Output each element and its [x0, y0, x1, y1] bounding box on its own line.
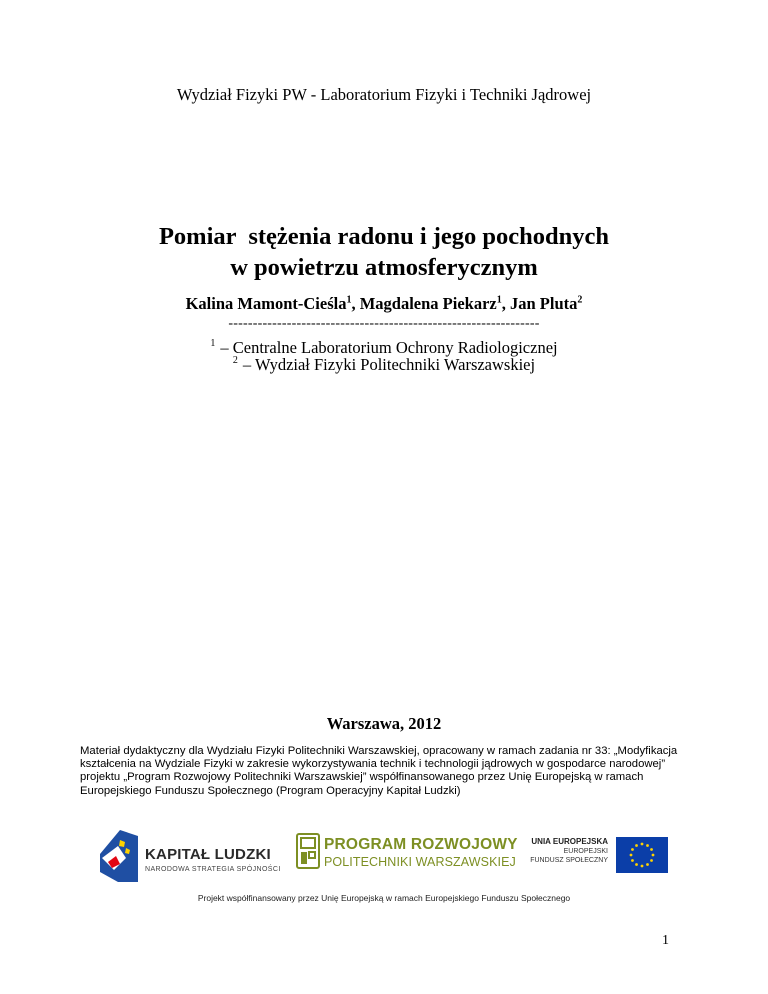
eu-star-icon	[641, 865, 644, 868]
eu-star-icon	[650, 848, 653, 851]
unia-europejska-line-2: EUROPEJSKI	[563, 848, 608, 855]
eu-star-icon	[641, 843, 644, 846]
kapital-ludzki-icon	[98, 828, 140, 884]
author-name: Magdalena Piekarz	[359, 294, 497, 313]
author-name: Jan Pluta	[510, 294, 578, 313]
eu-star-icon	[635, 863, 638, 866]
program-rozwojowy-subtitle: POLITECHNIKI WARSZAWSKIEJ	[324, 855, 516, 869]
unia-europejska-line-3: FUNDUSZ SPOŁECZNY	[530, 857, 608, 864]
document-header: Wydział Fizyki PW - Laboratorium Fizyki i Techniki Jądrowej	[176, 85, 592, 104]
eu-star-icon	[630, 854, 633, 857]
pw-logo-icon	[296, 833, 320, 869]
funding-note: Materiał dydaktyczny dla Wydziału Fizyki Politechniki Warszawskiej, opracowany w ramach zadania nr 33: „Modyfikacja kształcenia na Wydziale Fizyki w zakresie wykorzystywania technik i technologii jądrowych w gospodarce narodowej” projektu „Program Rozwojowy Politechniki Warszawskiej” współfinansowanego przez Unię Europejską w ramach Europejskiego Funduszu Społecznego (Program Operacyjny Kapitał Ludzki)	[80, 745, 678, 797]
place-and-year: Warszawa, 2012	[326, 714, 442, 733]
kapital-ludzki-title: KAPITAŁ LUDZKI	[145, 846, 271, 863]
affiliation-divider: ----------------------------------------------------------------	[228, 316, 540, 331]
author-affiliation-marker: 2	[577, 294, 583, 306]
author-separator: ,	[501, 294, 510, 313]
eu-flag-icon	[616, 837, 668, 873]
kapital-ludzki-subtitle: NARODOWA STRATEGIA SPÓJNOŚCI	[145, 866, 281, 873]
affiliation-number: 2	[232, 355, 238, 366]
eu-star-icon	[652, 854, 655, 857]
affiliation-number: 1	[210, 338, 216, 349]
unia-europejska-logo	[530, 837, 668, 877]
eu-star-icon	[646, 844, 649, 847]
title-line-2: w powietrzu atmosferycznym	[230, 254, 538, 281]
affiliation-2	[0, 355, 768, 375]
program-rozwojowy-title: PROGRAM ROZWOJOWY	[324, 836, 518, 853]
title-line-1: Pomiar stężenia radonu i jego pochodnych	[158, 223, 610, 250]
program-rozwojowy-logo	[296, 831, 518, 881]
page-number: 1	[662, 933, 669, 948]
eu-star-icon	[631, 848, 634, 851]
unia-europejska-text	[530, 837, 608, 865]
project-cofinancing-line: Projekt współfinansowany przez Unię Europejską w ramach Europejskiego Funduszu Społecznego	[197, 893, 571, 903]
document-title	[0, 221, 768, 283]
author-affiliation-marker: 1	[496, 294, 502, 306]
eu-star-icon	[635, 844, 638, 847]
eu-star-icon	[631, 859, 634, 862]
kapital-ludzki-logo	[98, 828, 298, 888]
affiliation-text: – Wydział Fizyki Politechniki Warszawskiej	[242, 355, 536, 374]
author-list	[0, 294, 768, 314]
author-name: Kalina Mamont-Cieśla	[185, 294, 347, 313]
eu-star-icon	[646, 863, 649, 866]
unia-europejska-line-1: UNIA EUROPEJSKA	[531, 837, 608, 846]
affiliation-text: – Centralne Laboratorium Ochrony Radiologicznej	[220, 338, 558, 357]
author-affiliation-marker: 1	[346, 294, 352, 306]
author-separator: ,	[351, 294, 360, 313]
eu-star-icon	[650, 859, 653, 862]
